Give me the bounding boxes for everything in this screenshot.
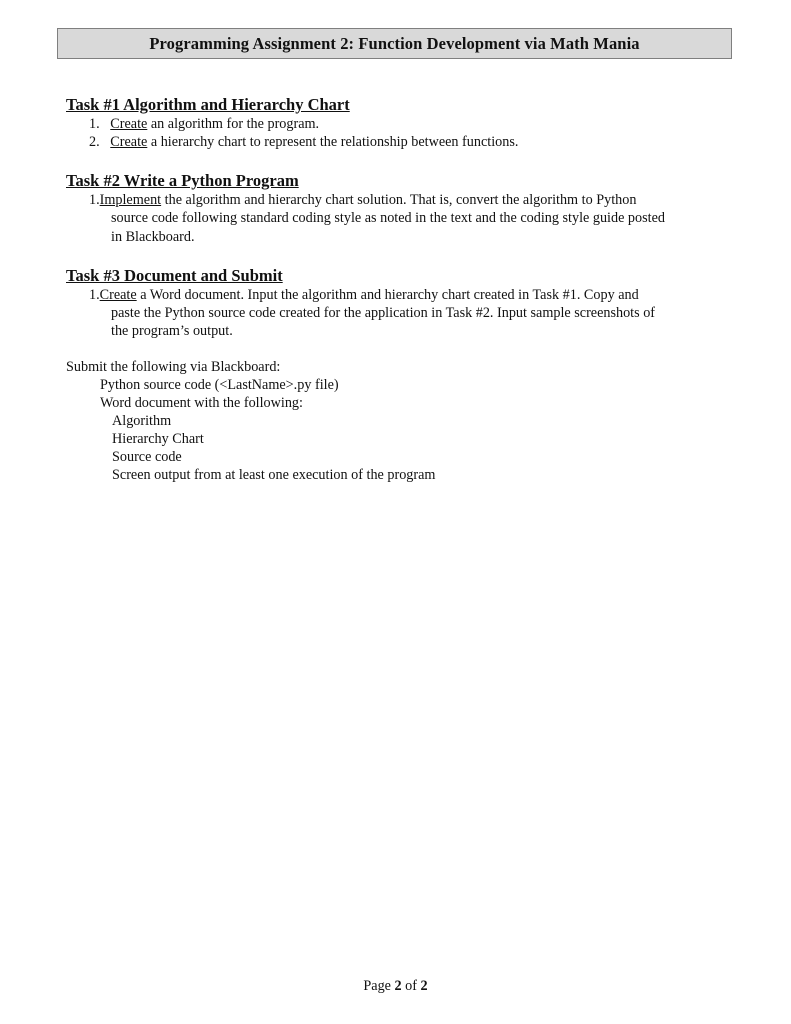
page-number: 2	[394, 978, 402, 994]
page-footer	[0, 978, 791, 995]
item-number: 1.	[89, 192, 100, 208]
task2-heading: Task #2 Write a Python Program	[66, 171, 299, 190]
task1-heading: Task #1 Algorithm and Hierarchy Chart	[66, 95, 350, 114]
task2-line-1	[89, 191, 636, 210]
submit-sub-source: Source code	[112, 449, 182, 465]
submit-sub-algorithm: Algorithm	[112, 413, 172, 429]
task1-item-1	[89, 115, 319, 134]
title-box	[57, 28, 732, 59]
submit-intro: Submit the following via Blackboard:	[66, 359, 281, 375]
task1-item-2	[89, 133, 518, 152]
item-text: an algorithm for the program.	[147, 116, 320, 132]
task3-heading: Task #3 Document and Submit	[66, 266, 283, 285]
submit-sub-hierarchy: Hierarchy Chart	[112, 431, 204, 447]
submit-item-word: Word document with the following:	[100, 395, 303, 411]
item-number: 2.	[89, 134, 100, 150]
task3-line-3: the program’s output.	[111, 323, 233, 339]
page-total: 2	[420, 978, 428, 994]
of-label: of	[401, 978, 421, 994]
task2-line-3: in Blackboard.	[111, 229, 195, 245]
page-title: Programming Assignment 2: Function Development via Math Mania	[149, 33, 640, 53]
item-number: 1.	[89, 116, 100, 132]
item-text: the algorithm and hierarchy chart solution. That is, convert the algorithm to Python	[161, 192, 637, 208]
task3-line-1	[89, 286, 639, 305]
submit-sub-output: Screen output from at least one execution of the program	[112, 467, 436, 483]
task3-line-2: paste the Python source code created for the application in Task #2. Input sample screenshots of	[111, 305, 656, 321]
item-number: 1.	[89, 287, 100, 303]
page-label: Page	[363, 978, 395, 994]
action-verb: Create	[99, 287, 137, 303]
task2-line-2: source code following standard coding style as noted in the text and the coding style guide posted	[111, 210, 665, 226]
submit-item-source: Python source code (<LastName>.py file)	[100, 377, 339, 393]
item-text: a Word document. Input the algorithm and hierarchy chart created in Task #1. Copy and	[136, 287, 639, 303]
item-text: a hierarchy chart to represent the relationship between functions.	[147, 134, 519, 150]
action-verb: Create	[110, 134, 148, 150]
action-verb: Implement	[99, 192, 162, 208]
action-verb: Create	[110, 116, 148, 132]
